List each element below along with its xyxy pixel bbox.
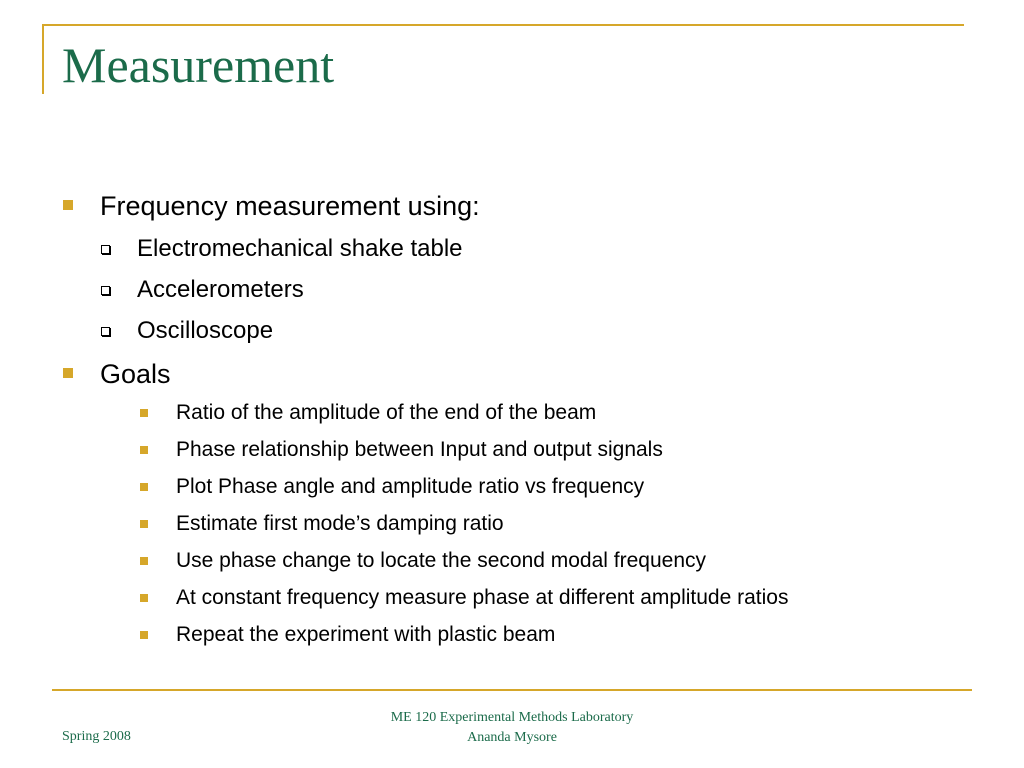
goal-item-2 (176, 438, 663, 462)
square-bullet-icon (140, 483, 148, 491)
square-bullet-icon (140, 557, 148, 565)
bullet-text: Frequency measurement using: (100, 191, 480, 221)
square-bullet-icon (140, 409, 148, 417)
footer-date: Spring 2008 (62, 729, 131, 744)
sub-bullet-oscilloscope (137, 317, 273, 345)
bullet-text: At constant frequency measure phase at different amplitude ratios (176, 586, 789, 609)
hollow-square-bullet-icon (101, 327, 110, 336)
goal-item-6 (176, 586, 788, 610)
bullet-text: Accelerometers (137, 276, 304, 303)
goal-item-3 (176, 475, 644, 499)
footer-rule (52, 689, 972, 691)
goal-item-4 (176, 512, 504, 536)
bullet-goals (100, 359, 171, 390)
footer-course: ME 120 Experimental Methods Laboratory (390, 710, 634, 725)
square-bullet-icon (140, 594, 148, 602)
bullet-text: Oscilloscope (137, 317, 274, 344)
square-bullet-icon (140, 520, 148, 528)
bullet-text: Repeat the experiment with plastic beam (176, 623, 556, 646)
bullet-text: Plot Phase angle and amplitude ratio vs frequency (176, 475, 645, 498)
footer-author: Ananda Mysore (467, 730, 557, 745)
square-bullet-icon (140, 446, 148, 454)
sub-bullet-shake-table (137, 235, 463, 263)
square-bullet-icon (63, 200, 73, 210)
bullet-text: Use phase change to locate the second modal frequency (176, 549, 707, 572)
bullet-text: Goals (100, 359, 171, 389)
goal-item-5 (176, 549, 706, 573)
hollow-square-bullet-icon (101, 245, 110, 254)
goal-item-7 (176, 623, 555, 647)
bullet-text: Phase relationship between Input and output signals (176, 438, 663, 461)
bullet-text: Estimate first mode’s damping ratio (176, 512, 504, 535)
goal-item-1 (176, 401, 596, 425)
bullet-text: Electromechanical shake table (137, 235, 463, 262)
square-bullet-icon (140, 631, 148, 639)
square-bullet-icon (63, 368, 73, 378)
bullet-text: Ratio of the amplitude of the end of the beam (176, 401, 597, 424)
hollow-square-bullet-icon (101, 286, 110, 295)
footer-course-info (312, 708, 712, 748)
slide-title: Measurement (62, 37, 335, 93)
bullet-frequency (100, 191, 480, 222)
sub-bullet-accelerometers (137, 276, 304, 304)
